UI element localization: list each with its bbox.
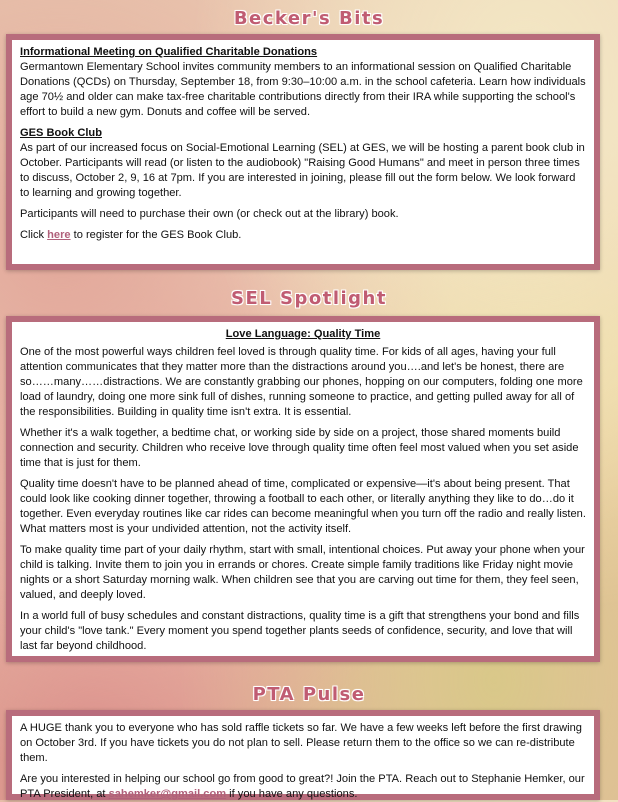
join-prefix: Are you interested in helping our school go from good to great?! Join the PTA. Reach out to Stephanie Hemker, our PTA President, at — [20, 773, 585, 800]
book-club-register-line — [20, 228, 586, 243]
sel-paragraph: In a world full of busy schedules and constant distractions, quality time is a gift that strengthens your bond and fills your child's "love tank." Every moment you spend together plants seeds of confidence, security, and love that will last far beyond childhood. — [20, 610, 580, 652]
sel-spotlight-title: SEL Spotlight — [231, 288, 387, 309]
register-prefix: Click — [20, 229, 48, 241]
beckers-bits-panel — [6, 34, 600, 270]
raffle-text: A HUGE thank you to everyone who has sold raffle tickets so far. We have a few weeks left before the first drawing on October 3rd. If you have tickets you do not plan to sell. Please return them to the office so we can re-distribute them. — [20, 722, 582, 764]
sel-spotlight-panel — [6, 316, 600, 662]
register-here-link[interactable]: here — [47, 229, 71, 241]
book-club-body: As part of our increased focus on Social-Emotional Learning (SEL) at GES, we will be hosting a parent book club in October. Participants will read (or listen to the audiobook) "Raising Good Humans" and meet in person three times to discuss, October 2, 9, 16 at 7pm. If you are interested in joining, please fill out the form below. We look forward to learning and growing together. — [20, 142, 585, 199]
pta-pulse-title: PTA Pulse — [252, 684, 366, 705]
pta-president-email-link[interactable]: sahemker@gmail.com — [108, 788, 227, 800]
pta-pulse-panel — [6, 710, 600, 800]
sel-paragraph: To make quality time part of your daily rhythm, start with small, intentional choices. Put away your phone when your child is talking. Invite them to join you in errands or chores. Create simple family traditions like Friday night movie nights or a short Saturday morning walk. When children see that you are carving out time for them, they feel seen, valued, and deeply loved. — [20, 544, 585, 601]
qcd-meeting-heading: Informational Meeting on Qualified Charitable Donations — [20, 46, 318, 58]
qcd-meeting-body: Germantown Elementary School invites community members to an informational session on Qualified Charitable Donations (QCDs) on Thursday, September 18, from 9:30–10:00 a.m. in the school cafeteria. Learn how individuals age 70½ and older can make tax-free charitable contributions directly from their IRA while supporting the school's effort to build a new gym. Donuts and coffee will be served. — [20, 61, 586, 118]
join-pta-line — [20, 772, 586, 802]
pta-pulse-content — [12, 716, 594, 800]
sel-paragraph: One of the most powerful ways children feel loved is through quality time. For kids of all ages, having your full attention communicates that they matter more than the distractions around you….and let's be honest, there are so……many……distractions. We are constantly grabbing our phones, hopping on our computers, folding one more load of laundry, doing one more sink full of dishes, running someone to practice, and getting pulled away for all of the responsibilities. Building in quality time isn't extra. It is essential. — [20, 346, 583, 418]
sel-paragraph: Quality time doesn't have to be planned ahead of time, complicated or expensive—it's about being present. That could look like cooking dinner together, throwing a football to each other, or literally anything they like to do…do it together. Even everyday routines like car rides can become meaningful when you turn off the radio and really listen. What matters most is your undivided attention, not the activity itself. — [20, 478, 586, 535]
sel-paragraph: Whether it's a walk together, a bedtime chat, or working side by side on a project, those shared moments build connection and security. Children who receive love through quality time often feel most valued when you set aside time that is just for them. — [20, 427, 579, 469]
book-club-heading: GES Book Club — [20, 127, 102, 139]
join-suffix: if you have any questions. — [226, 788, 358, 800]
register-suffix: to register for the GES Book Club. — [70, 229, 242, 241]
beckers-bits-content — [12, 40, 594, 264]
sel-spotlight-heading: Love Language: Quality Time — [225, 328, 381, 340]
book-club-purchase-note: Participants will need to purchase their own (or check out at the library) book. — [20, 208, 399, 220]
beckers-bits-title: Becker's Bits — [233, 8, 385, 29]
sel-spotlight-content — [12, 322, 594, 656]
